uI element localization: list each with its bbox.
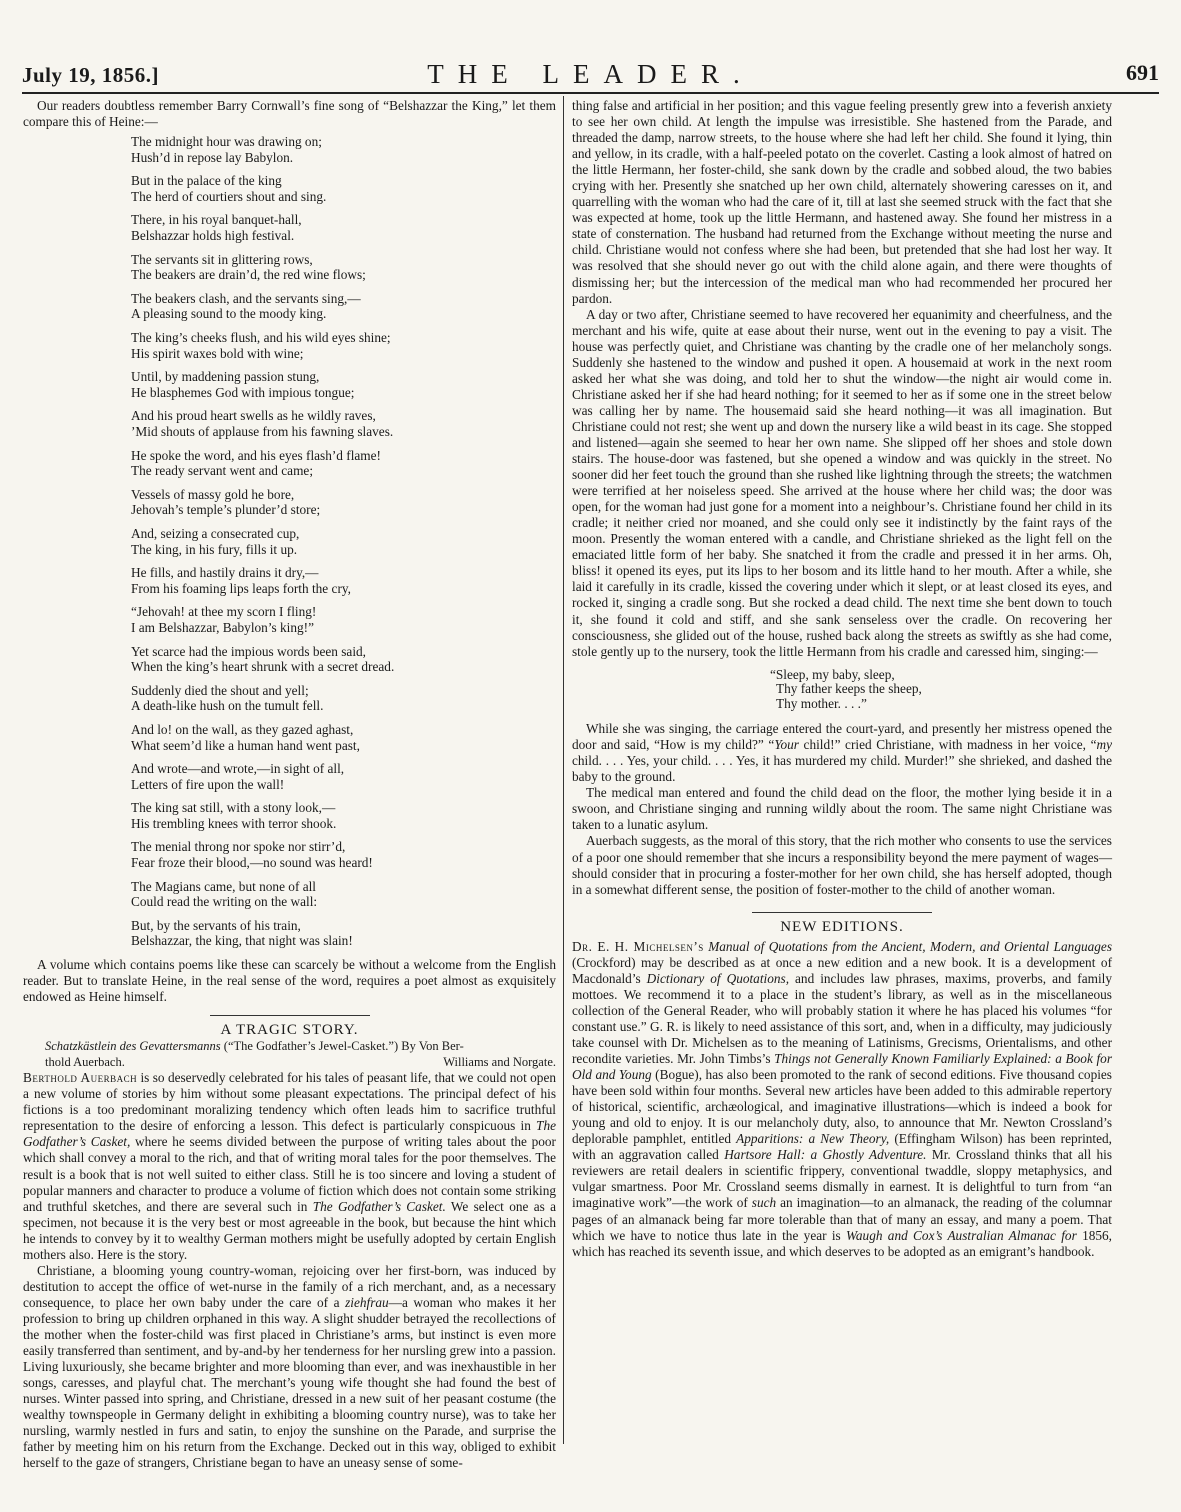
poem-stanza (131, 448, 556, 479)
song-line: Thy mother. . . .” (776, 695, 867, 711)
masthead (22, 52, 1159, 94)
poem-line: Letters of fire upon the wall! (131, 776, 285, 792)
poem-line: The ready servant went and came; (131, 463, 314, 479)
poem-line: He spoke the word, and his eyes flash’d flame! (131, 447, 381, 463)
story-paragraph-4: A day or two after, Christiane seemed to have recovered her equanimity and cheerfulness, and the merchant and his wife, quite at ease about their nurse, went out in the evening to pay a visit. The house was perfectly quiet, and Christiane was chanting by the cradle one of her melancholy songs. Suddenly she hastened to the window and pushed it open. A housemaid at work in the next room asked her what she was doing, and told her to shut the window—the night air would come in. Christiane asked her if she had heard nothing; for it seemed to her as if some one in the street below was calling her by name. The housemaid said she heard nothing—it was all imagination. But Christiane could not rest; she went up and down the nursery like a wild beast in its cage. She stopped and listened—again she seemed to hear her own name. She slipped off her shoes and stole down stairs. The house-door was fastened, but she opened a window and was quickly in the street. No sooner did her feet touch the ground than she rushed like lightning through the streets; the watchmen were terrified at her noiseless speed. She arrived at the house where her child was; the door was open, for the woman had just gone for a moment into a neighbour’s. Christiane found her child in its cradle; it neither cried nor moaned, and she could only see it indistinctly by the faint rays of the moon. Presently the woman entered with a candle, and Christiane shrieked as the light fell on the emaciated little form of her baby. She snatched it from the cradle and pressed it in her arms. Oh, bliss! it opened its eyes, put its lips to her bosom and its little hand to her mouth. After a while, she laid it carefully in its cradle, kissed the covering under which it slept, or at least closed its eyes, and rocked it, singing a cradle song. But she rocked a dead child. The next time she bent down to touch it, she found it cold and stiff, and she sank senseless over the cradle. On recovering her consciousness, she glided out of the house, rushed back along the streets as swiftly as she had come, stole gently up to the nursery, took the little Hermann from his cradle and caressed him, singing:— (572, 306, 1112, 659)
poem-stanza (131, 565, 556, 596)
poem-stanza (131, 604, 556, 635)
poem-line: The Magians came, but none of all (131, 878, 316, 894)
poem-line: The king’s cheeks flush, and his wild eyes shine; (131, 330, 391, 346)
poem-line: And his proud heart swells as he wildly raves, (131, 408, 376, 424)
poem-stanza (131, 252, 556, 283)
cradle-song (770, 668, 1112, 712)
poem-line: And, seizing a consecrated cup, (131, 525, 300, 541)
poem-line: Jehovah’s temple’s plunder’d store; (131, 502, 321, 518)
poem-stanza (131, 644, 556, 675)
poem-stanza (131, 369, 556, 400)
page-number: 691 (1126, 60, 1159, 85)
story-heading: A TRAGIC STORY. (220, 1022, 359, 1039)
poem-line: The servants sit in glittering rows, (131, 251, 313, 267)
poem-stanza (131, 173, 556, 204)
belshazzar-poem (131, 134, 556, 949)
poem-stanza (131, 800, 556, 831)
poem-line: But, by the servants of his train, (131, 917, 301, 933)
poem-line: Belshazzar, the king, that night was slain! (131, 933, 353, 949)
poem-line: Belshazzar holds high festival. (131, 228, 295, 244)
poem-stanza (131, 839, 556, 870)
poem-line: The king sat still, with a stony look,— (131, 800, 336, 816)
poem-stanza (131, 918, 556, 949)
poem-line: Yet scarce had the impious words been said, (131, 643, 366, 659)
poem-line: ’Mid shouts of applause from his fawning slaves. (131, 424, 394, 439)
story-paragraph-2: Christiane, a blooming young country-woman, rejoicing over her first-born, was induced by destitution to accept the office of wet-nurse in the family of a rich merchant, and, as a necessary consequence, to place her own baby under the care of a ziehfrau—a woman who makes it her profession to bring up children orphaned in this way. A slight shudder betrayed the recollections of the mother when the foster-child was first placed in Christiane’s arms, but instinct is even more easily transferred than sentiment, and by-and-by her tenderness for her nursling grew into a passion. Living luxuriously, she became brighter and more blooming than ever, and was inexhaustible in her songs, caresses, and playful chat. The merchant’s young wife thought she had found the best of nurses. Winter passed into spring, and Christiane, dressed in a new suit of her peasant costume (the wealthy townspeople in Germany delight in exhibiting a blooming country nurse), was to take her nursling, warmly nestled in furs and satin, to enjoy the sunshine on the Parade, and surprise the father by meeting him on his return from the Exchange. Decked out in this way, obliged to exhibit herself to the gaze of strangers, Christiane began to have an uneasy sense of some- (23, 1262, 557, 1471)
story-paragraph-1: Berthold Auerbach is so deservedly celebrated for his tales of peasant life, that we could not open a new volume of stories by him without some pleasant expectations. The principal defect of his fictions is a too predominant moralizing tendency which often leads him to sacrifice truthful representation to the desire of enforcing a lesson. This defect is particularly conspicuous in The Godfather’s Casket, where he seems divided between the purpose of writing tales about the poor which shall convey a moral to the rich, and that of writing moral tales for the poor themselves. The result is a book that is not well suited to either class. Still he is too sincere and loving a student of popular manners and character to produce a volume of fiction which does not contain some striking and truthful sketches, and there are several such in The Godfather’s Casket. We select one as a specimen, not because it is the very best or most agreeable in the book, but because the hint which he intends to convey by it to wealthy German mothers might be usefully adopted by certain English mothers also. Here is the story. (23, 1070, 557, 1262)
poem-line: When the king’s heart shrunk with a secret dread. (131, 659, 395, 675)
story-paragraph-6: The medical man entered and found the child dead on the floor, the mother lying beside it in a swoon, and Christiane singing and running wildly about the room. The same night Christiane was taken to a lunatic asylum. (572, 785, 1112, 833)
poem-line: A pleasing sound to the moody king. (131, 306, 327, 322)
poem-line: Could read the writing on the wall: (131, 894, 318, 910)
poem-line: He blasphemes God with impious tongue; (131, 384, 355, 400)
poem-stanza (131, 330, 556, 361)
poem-line: The herd of courtiers shout and sing. (131, 188, 327, 204)
book-citation (45, 1038, 556, 1070)
poem-line: Until, by maddening passion stung, (131, 369, 320, 385)
poem-line: From his foaming lips leaps forth the cry, (131, 580, 351, 596)
poem-stanza (131, 408, 556, 439)
poem-line: Suddenly died the shout and yell; (131, 682, 309, 698)
poem-line: He fills, and hastily drains it dry,— (131, 565, 319, 581)
poem-stanza (131, 212, 556, 243)
poem-line: The beakers clash, and the servants sing,— (131, 290, 361, 306)
story-paragraph-7: Auerbach suggests, as the moral of this story, that the rich mother who consents to use the services of a poor one should remember that she incurs a responsibility beyond the mere payment of wages—should consider that in procuring a foster-mother for her own child, she has herself adopted, though in a somewhat different sense, the position of foster-mother to the child of another woman. (572, 833, 1112, 897)
poem-line: I am Belshazzar, Babylon’s king!” (131, 619, 314, 635)
poem-line: Hush’d in repose lay Babylon. (131, 149, 294, 165)
poem-line: His spirit waxes bold with wine; (131, 345, 304, 361)
poem-line: A death-like hush on the tumult fell. (131, 698, 324, 714)
poem-line: And wrote—and wrote,—in sight of all, (131, 761, 345, 777)
story-paragraph-3: thing false and artificial in her position; and this vague feeling presently grew into a feverish anxiety to see her own child. At length the impulse was irresistible. She hastened from the Parade, and threaded the damp, narrow streets, to the house where she had left her child. She found it lying, thin and yellow, in its cradle, with a half-peeled potato on the coverlet. Casting a look almost of hatred on the little Hermann, her foster-child, she sank down by the cradle and sobbed aloud, the two babies crying with her. Presently she snatched up her own child, alternately showering caresses on it, and quarrelling with the woman who had the care of it, till at last she seemed struck with the fact that she was expected at home, took up the little Hermann, and hastened away. She found her mistress in a state of consternation. The husband had returned from the Exchange without meeting the nurse and child. Christiane would not confess where she had been, but pretended that she had lost her way. It was resolved that she should never go out with the child alone again, and there were thoughts of dismissing her; but the intercession of the medical man who had recommended her procured her pardon. (572, 98, 1112, 306)
heine-intro: Our readers doubtless remember Barry Cornwall’s fine song of “Belshazzar the King,” let them compare this of Heine:— (23, 98, 556, 130)
poem-stanza (131, 526, 556, 557)
poem-line: The king, in his fury, fills it up. (131, 541, 298, 557)
poem-stanza (131, 134, 556, 165)
book-title: Schatzkästlein des Gevattersmanns (45, 1039, 221, 1054)
poem-line: The midnight hour was drawing on; (131, 134, 322, 150)
book-subtitle: (“The Godfather’s Jewel-Casket.”) By Von Ber- (223, 1039, 464, 1054)
editions-heading: NEW EDITIONS. (780, 918, 904, 935)
poem-line: There, in his royal banquet-hall, (131, 212, 302, 228)
issue-date: July 19, 1856.] (22, 63, 160, 87)
column-divider (563, 96, 564, 1444)
song-line: “Sleep, my baby, sleep, (770, 666, 895, 682)
book-publisher: Williams and Norgate. (443, 1055, 556, 1070)
poem-stanza (131, 879, 556, 910)
poem-line: “Jehovah! at thee my scorn I fling! (131, 604, 317, 620)
song-line: Thy father keeps the sheep, (776, 681, 922, 697)
poem-line: Vessels of massy gold he bore, (131, 486, 295, 502)
right-column (572, 98, 1112, 1260)
poem-stanza (131, 683, 556, 714)
left-column (23, 98, 556, 1471)
poem-line: Fear froze their blood,—no sound was heard! (131, 855, 373, 871)
newspaper-title: THE LEADER. (427, 59, 754, 89)
poem-line: The beakers are drain’d, the red wine flows; (131, 267, 366, 283)
poem-stanza (131, 761, 556, 792)
poem-stanza (131, 722, 556, 753)
book-author: thold Auerbach. (45, 1055, 125, 1070)
poem-line: But in the palace of the king (131, 173, 282, 189)
poem-line: What seem’d like a human hand went past, (131, 737, 360, 753)
story-paragraph-5: While she was singing, the carriage entered the court-yard, and presently her mistress opened the door and said, “How is my child?” “Your child!” cried Christiane, with madness in her voice, “my child. . . . Yes, your child. . . . Yes, it has murdered my child. Murder!” she shrieked, and dashed the baby to the ground. (572, 721, 1112, 785)
editions-paragraph: Dr. E. H. Michelsen’s Manual of Quotations from the Ancient, Modern, and Oriental Languages (Crockford) may be described as at once a new edition and a new book. It is a development of Macdonald’s Dictionary of Quotations, and includes law phrases, maxims, proverbs, and family mottoes. We recommend it to a place in the student’s library, as well as in the miscellaneous collection of the General Reader, who will probably station it where he has placed his volumes “for constant use.” G. R. is likely to need assistance of this sort, and, when in a difficulty, may judiciously take counsel with Dr. Michelsen as to the meaning of Latinisms, Grecisms, Orientalisms, and other recondite varieties. Mr. John Timbs’s Things not Generally Known Familiarly Explained: a Book for Old and Young (Bogue), has also been promoted to the rank of second editions. Five thousand copies have been sold within four months. Several new articles have been added to this admirable repertory of historical, scientific, archæological, and imaginative illustrations—which is indeed a book for young and old to enjoy. It is our melancholy duty, also, to announce that Mr. Newton Crossland’s deplorable pamphlet, entitled Apparitions: a New Theory, (Effingham Wilson) has been reprinted, with an aggravation called Hartsore Hall: a Ghostly Adventure. Mr. Crossland thinks that all his reviewers are retail dealers in scientific frippery, conventional twaddle, sloppy metaphysics, and vulgar smartness. Poor Mr. Crossland seems dismally in earnest. It is delightful to turn from “an imaginative work”—the work of such an imagination—to an almanack, the reading of the columnar pages of an almanack being far more tolerable than that of many an essay, and many a poem. That which we have to notice thus late in the year is Waugh and Cox’s Australian Almanac for 1856, which has reached its seventh issue, and which deserves to be adopted as an emigrant’s handbook. (572, 938, 1113, 1259)
poem-line: His trembling knees with terror shook. (131, 815, 337, 831)
poem-stanza (131, 291, 556, 322)
poem-line: The menial throng nor spoke nor stirr’d, (131, 839, 346, 855)
heine-closing-paragraph: A volume which contains poems like these can scarcely be without a welcome from the English reader. But to translate Heine, in the real sense of the word, requires a poet almost as exquisitely endowed as Heine himself. (23, 957, 556, 1005)
poem-stanza (131, 487, 556, 518)
poem-line: And lo! on the wall, as they gazed aghast, (131, 721, 354, 737)
